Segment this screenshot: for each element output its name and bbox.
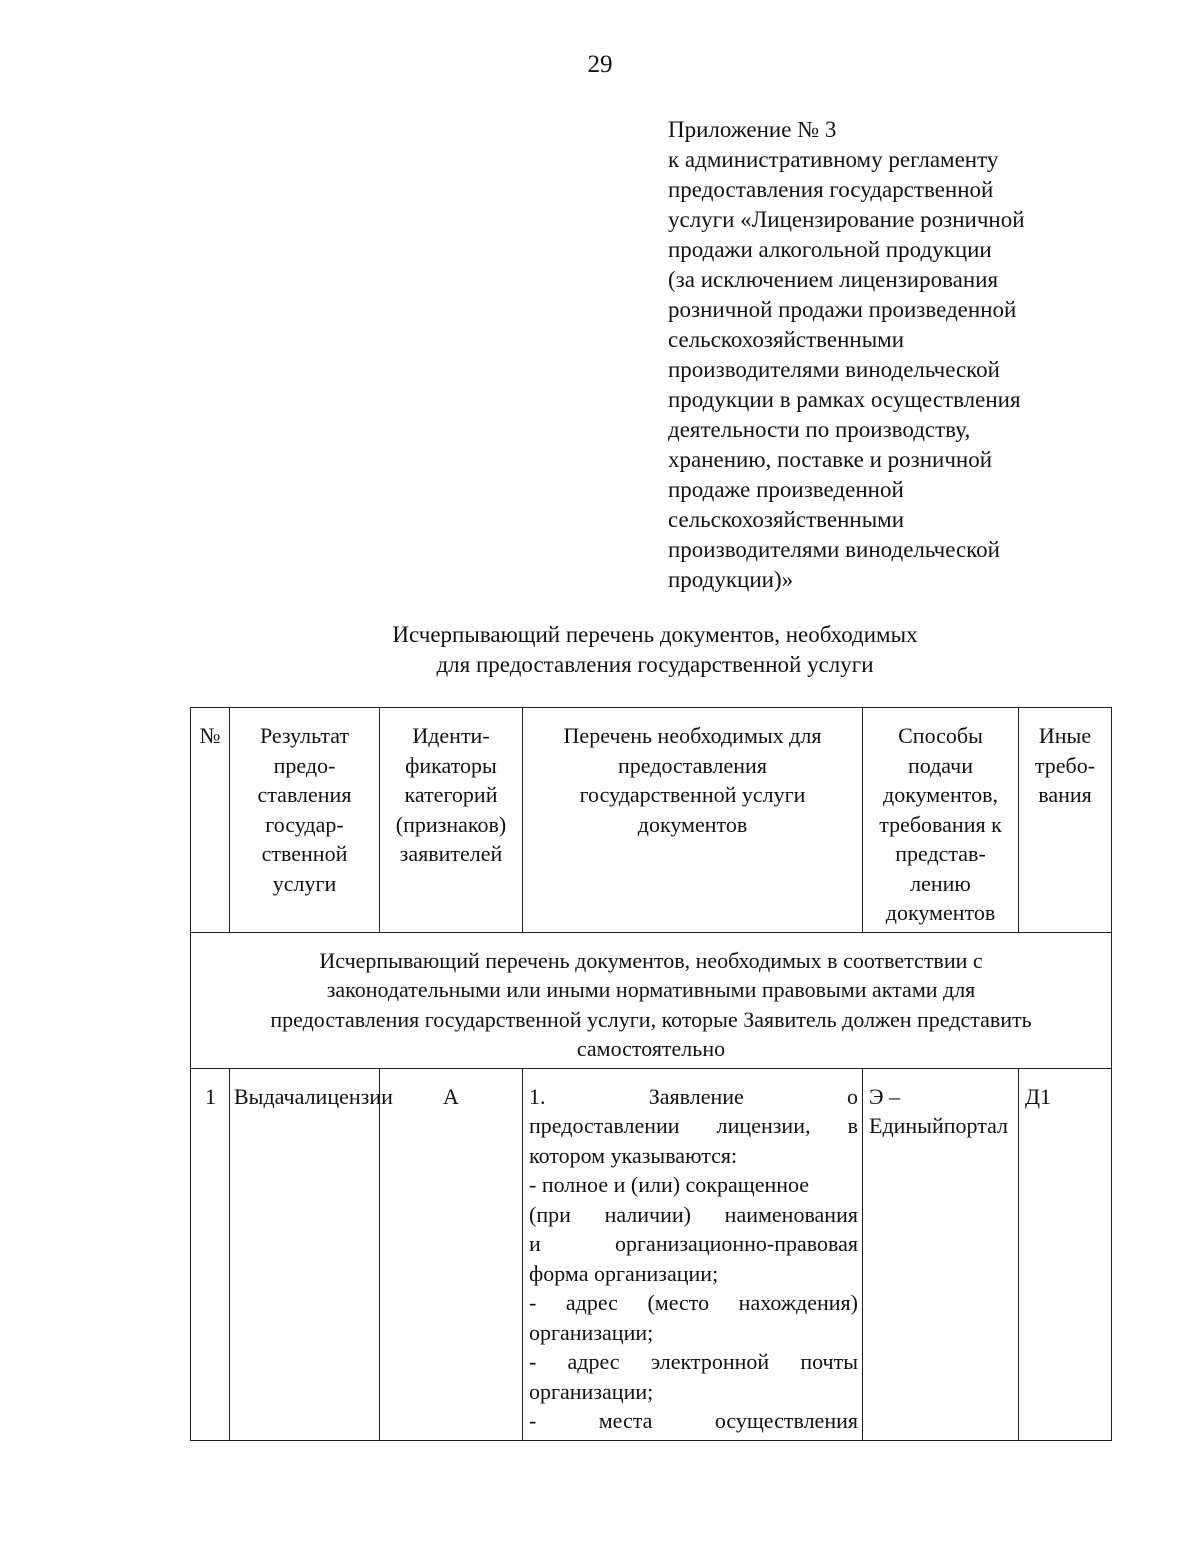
appendix-header <box>668 115 1138 595</box>
header-text: Иденти- <box>412 723 490 748</box>
header-text: (признаков) <box>395 811 507 837</box>
header-text: Иные <box>1038 723 1092 748</box>
cell-line: портал <box>943 1113 1009 1138</box>
word: и <box>529 1231 541 1256</box>
word: - <box>529 1408 537 1433</box>
appendix-line: к административному регламенту <box>668 147 999 172</box>
header-text: лению <box>910 870 971 896</box>
header-text: требо- <box>1034 752 1096 778</box>
header-text: Способы <box>898 723 983 748</box>
row-identifier: А <box>380 1068 523 1440</box>
title-line: для предоставления государственной услуги <box>436 652 874 677</box>
title-line: Исчерпывающий перечень документов, необходимых <box>392 622 918 647</box>
header-num <box>191 708 230 933</box>
justified-line <box>529 1111 858 1141</box>
documents-table <box>190 707 1112 1441</box>
header-text: предоставления <box>618 752 767 778</box>
appendix-line: предоставления государственной <box>668 177 994 202</box>
justified-line <box>529 1288 858 1318</box>
header-result <box>230 708 380 933</box>
document-title <box>0 620 1200 680</box>
row-method <box>863 1068 1019 1440</box>
justified-line <box>529 1347 858 1377</box>
word: осуществления <box>714 1408 858 1433</box>
header-text: представ- <box>895 841 986 866</box>
header-text: подачи <box>907 752 974 778</box>
word: нахождения) <box>738 1290 858 1315</box>
word: в <box>847 1113 858 1138</box>
table-row <box>191 1068 1112 1440</box>
word: - <box>529 1290 537 1315</box>
word: лицензии, <box>716 1113 811 1138</box>
header-text: Результат <box>259 723 350 748</box>
header-text: фикаторы <box>405 752 497 778</box>
appendix-line: Приложение № 3 <box>668 117 837 142</box>
header-text: заявителей <box>399 841 503 866</box>
header-text: ственной <box>261 841 348 866</box>
header-other <box>1019 708 1112 933</box>
word: наличии) <box>604 1201 691 1227</box>
cell-line: Э – Единый <box>869 1083 944 1138</box>
plain-line: организации; <box>529 1319 654 1345</box>
appendix-line: услуги «Лицензирование розничной <box>668 207 1025 232</box>
appendix-line: розничной продажи произведенной <box>668 297 1017 322</box>
header-text: документов, <box>883 782 998 807</box>
word: 1. <box>529 1083 546 1109</box>
header-methods <box>863 708 1019 933</box>
plain-line: форма организации; <box>529 1260 719 1286</box>
header-text: категорий <box>404 782 498 807</box>
justified-line <box>529 1229 858 1259</box>
justified-line <box>529 1406 858 1436</box>
appendix-line: (за исключением лицензирования <box>668 267 999 292</box>
word: (при <box>529 1201 571 1227</box>
appendix-line: продаже произведенной <box>668 477 904 502</box>
word: организационно-правовая <box>615 1231 858 1256</box>
word: почты <box>800 1349 858 1374</box>
justified-line <box>529 1082 858 1112</box>
header-text: вания <box>1038 782 1092 807</box>
appendix-line: сельскохозяйственными <box>668 507 905 532</box>
word: предоставлении <box>529 1113 680 1138</box>
header-text: документов <box>885 900 996 925</box>
word: о <box>847 1083 858 1109</box>
section-line: самостоятельно <box>576 1036 726 1061</box>
header-text: предо- <box>273 752 336 778</box>
page-number: 29 <box>587 51 613 78</box>
appendix-line: деятельности по производству, <box>668 417 971 442</box>
appendix-line: хранению, поставке и розничной <box>668 447 993 472</box>
appendix-line: производителями винодельческой <box>668 357 1000 382</box>
plain-line: котором указываются: <box>529 1142 738 1168</box>
section-line: предоставления государственной услуги, которые Заявитель должен представить <box>270 1006 1032 1032</box>
section-heading <box>191 932 1112 1068</box>
appendix-line: производителями винодельческой <box>668 537 1000 562</box>
table-header-row <box>191 708 1112 933</box>
justified-line <box>529 1200 858 1230</box>
appendix-line: продажи алкогольной продукции <box>668 237 992 262</box>
word: адрес <box>567 1349 620 1374</box>
row-result <box>230 1068 393 1440</box>
header-text: государ- <box>265 811 344 837</box>
word: - <box>529 1349 537 1374</box>
header-text: государственной услуги <box>579 782 806 807</box>
header-text: Перечень необходимых для <box>563 723 822 748</box>
appendix-line: продукции)» <box>668 567 794 592</box>
row-num: 1 <box>191 1068 230 1440</box>
word: места <box>598 1408 653 1433</box>
section-line: законодательными или иными нормативными правовыми актами для <box>326 977 976 1002</box>
header-documents <box>523 708 863 933</box>
word: Заявление <box>648 1083 744 1109</box>
word: наименования <box>724 1201 858 1227</box>
appendix-line: сельскохозяйственными <box>668 327 905 352</box>
word: адрес <box>565 1290 618 1315</box>
appendix-line: продукции в рамках осуществления <box>668 387 1021 412</box>
row-other: Д1 <box>1019 1068 1112 1440</box>
word: электронной <box>650 1349 770 1374</box>
cell-line: Выдача <box>234 1083 305 1109</box>
section-row <box>191 932 1112 1068</box>
header-text: услуги <box>272 870 337 896</box>
cell-line: лицензии <box>304 1083 393 1109</box>
header-text: требования к <box>879 811 1002 837</box>
header-text: № <box>199 723 221 748</box>
plain-line: - полное и (или) сокращенное <box>529 1172 810 1197</box>
word: (место <box>647 1290 710 1315</box>
header-text: ставления <box>257 782 352 807</box>
header-text: документов <box>637 811 748 837</box>
section-line: Исчерпывающий перечень документов, необходимых в соответствии с <box>319 947 983 973</box>
plain-line: организации; <box>529 1378 654 1404</box>
header-identifiers <box>380 708 523 933</box>
row-documents <box>523 1068 863 1440</box>
